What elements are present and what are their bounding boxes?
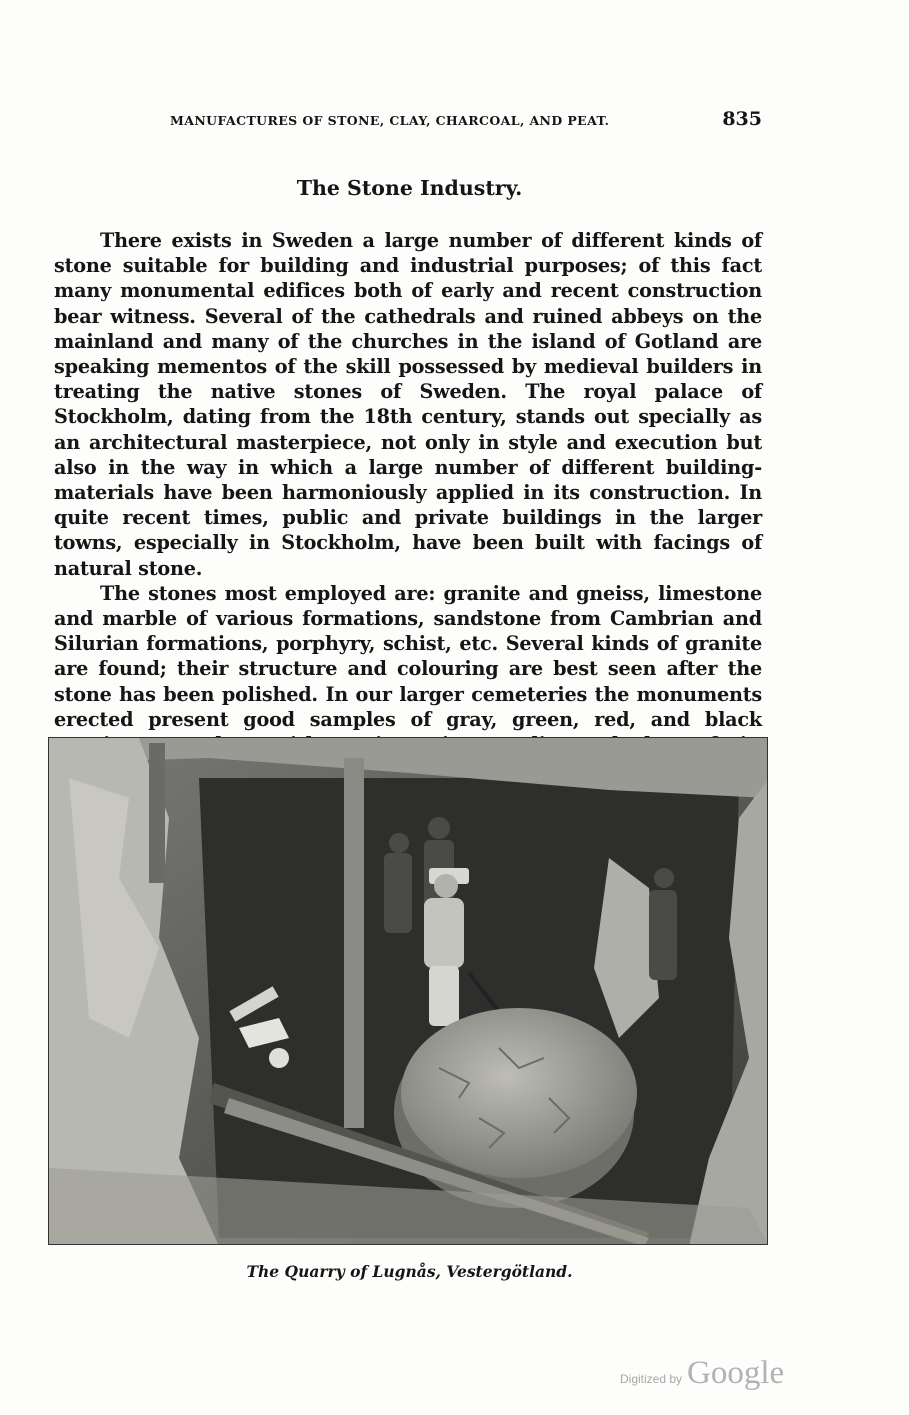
watermark-prefix: Digitized by [620, 1372, 683, 1386]
page-number: 835 [722, 108, 762, 130]
figure-caption: The Quarry of Lugnås, Vestergötland. [246, 1262, 573, 1281]
quarry-photograph [48, 737, 768, 1245]
section-title: The Stone Industry. [296, 176, 523, 200]
watermark-brand: Google [687, 1355, 785, 1391]
digitized-watermark [620, 1355, 784, 1392]
body-text [54, 228, 762, 782]
running-title: MANUFACTURES OF STONE, CLAY, CHARCOAL, AND PEAT. [170, 113, 610, 128]
quarry-illustration [49, 738, 768, 1245]
running-head [170, 108, 762, 130]
paragraph-1: There exists in Sweden a large number of different kinds of stone suitable for building and industrial purposes; of this fact many monumental edifices both of early and recent construction bear witness. Several of the cathedrals and ruined abbeys on the mainland and many of the churches in the island of Gotland are speaking mementos of the skill possessed by medieval builders in treating the native stones of Sweden. The royal palace of Stockholm, dating from the 18th century, stands out specially as an architectural masterpiece, not only in style and execution but also in the way in which a large number of different building-materials have been harmoniously applied in its construction. In quite recent times, public and private buildings in the larger towns, especially in Stockholm, have been built with facings of natural stone. [54, 229, 762, 580]
paragraph-2: The stones most employed are: granite and gneiss, limestone and marble of various formations, sandstone from Cambrian and Silurian formations, porphyry, schist, etc. Several kinds of granite are found; their structure and colouring are best seen after the stone has been polished. In our larger cemeteries the monuments erected present good samples of gray, green, red, and black [54, 581, 762, 731]
